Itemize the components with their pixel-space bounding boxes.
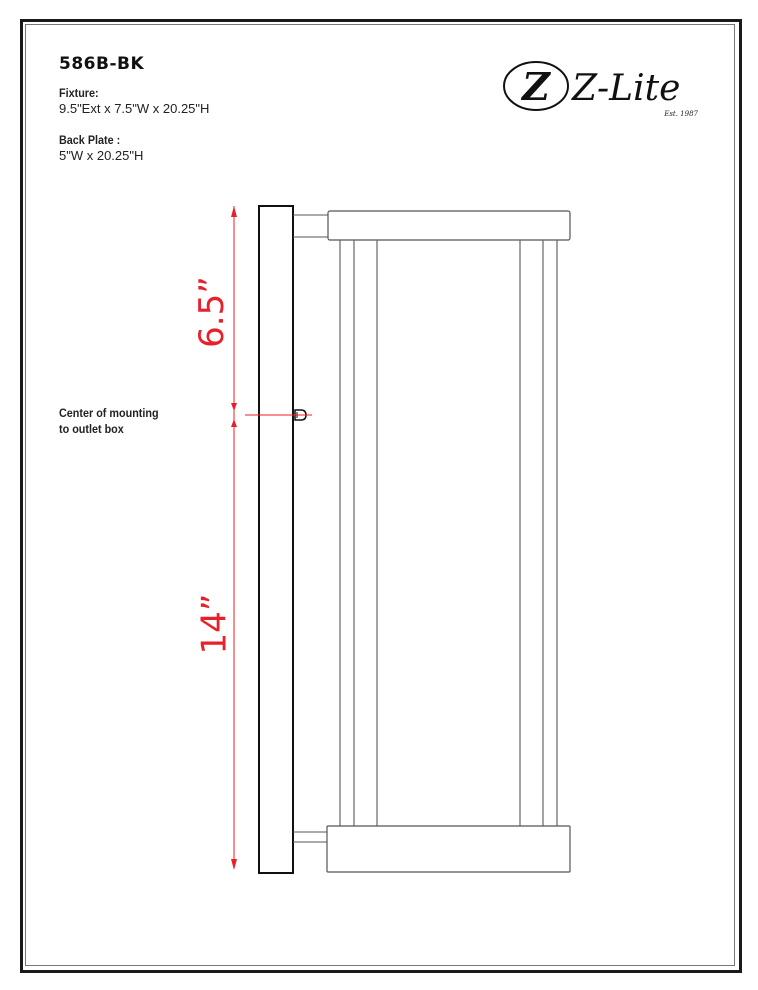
dimension-upper-label: 6.5” bbox=[191, 276, 232, 348]
svg-text:Z: Z bbox=[522, 64, 550, 109]
bottom-cap bbox=[327, 826, 570, 872]
mounting-note-line2: to outlet box bbox=[59, 422, 124, 436]
back-plate-outline bbox=[259, 206, 293, 873]
svg-text:Z-Lite: Z-Lite bbox=[572, 68, 681, 109]
dimension-lower-label: 14” bbox=[194, 593, 235, 655]
svg-text:Est. 1987: Est. 1987 bbox=[664, 110, 698, 118]
fixture-dimensions: 9.5"Ext x 7.5"W x 20.25"H bbox=[59, 101, 210, 116]
top-cap bbox=[328, 211, 570, 240]
glass-panels bbox=[340, 240, 557, 826]
back-plate-dimensions: 5"W x 20.25"H bbox=[59, 148, 144, 163]
model-number: 586B-BK bbox=[59, 54, 145, 74]
mounting-note-line1: Center of mounting bbox=[59, 406, 159, 420]
fixture-label: Fixture: bbox=[59, 86, 99, 100]
back-plate-label: Back Plate : bbox=[59, 133, 121, 147]
dimension-lines bbox=[231, 206, 312, 870]
